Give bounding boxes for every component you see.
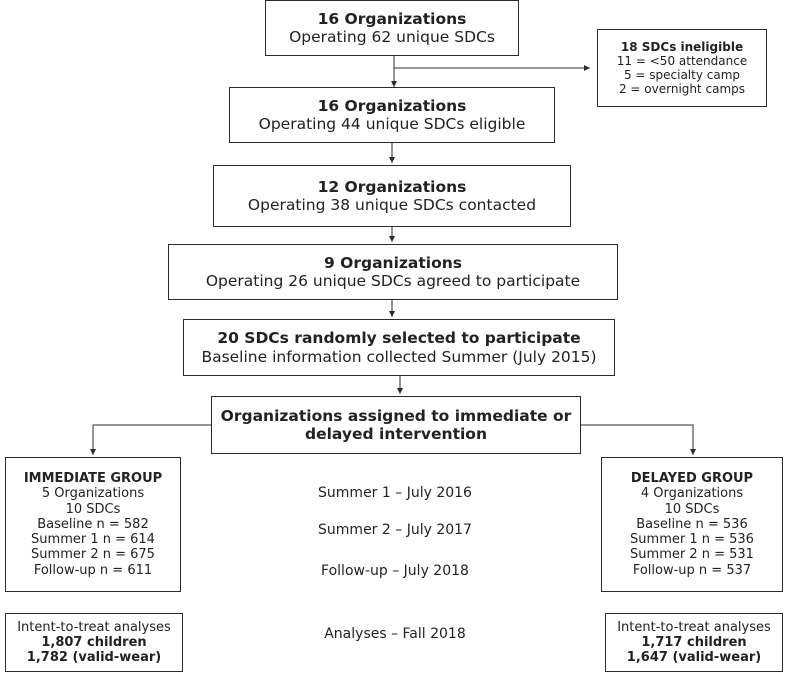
step2-subtitle: Operating 44 unique SDCs eligible — [258, 115, 526, 133]
step5-subtitle: Baseline information collected Summer (July 2015) — [201, 347, 597, 366]
step4-box — [168, 244, 618, 300]
immediate-group-line: Follow-up n = 611 — [33, 562, 153, 578]
delayed-analysis-box — [605, 613, 783, 672]
immediate-analysis-children: 1,807 children — [41, 634, 147, 650]
delayed-analysis-valid: 1,647 (valid-wear) — [626, 650, 762, 666]
immediate-group-line: 5 Organizations — [41, 486, 145, 502]
ineligible-line: 5 = specialty camp — [623, 68, 741, 82]
immediate-group-line: Summer 2 n = 675 — [31, 547, 155, 563]
arrow-to-immediate — [93, 425, 211, 455]
delayed-group-title: DELAYED GROUP — [630, 470, 754, 486]
delayed-group-line: 4 Organizations — [640, 486, 744, 502]
step2-box — [229, 87, 555, 143]
immediate-group-box — [5, 457, 181, 592]
immediate-group-line: 10 SDCs — [65, 501, 121, 517]
timeline-analyses: Analyses – Fall 2018 — [324, 626, 466, 642]
ineligible-title: 18 SDCs ineligible — [620, 39, 744, 54]
immediate-group-line: Summer 1 n = 614 — [31, 532, 155, 548]
delayed-group-line: Summer 1 n = 536 — [630, 532, 754, 548]
timeline-followup: Follow-up – July 2018 — [321, 563, 469, 579]
step3-subtitle: Operating 38 unique SDCs contacted — [247, 196, 537, 214]
timeline-summer2: Summer 2 – July 2017 — [318, 522, 472, 538]
delayed-group-line: Summer 2 n = 531 — [630, 547, 754, 563]
step5-title: 20 SDCs randomly selected to participate — [217, 329, 581, 348]
delayed-group-line: Baseline n = 536 — [636, 516, 748, 532]
immediate-group-title: IMMEDIATE GROUP — [23, 470, 163, 486]
assign-line-1: Organizations assigned to immediate or — [220, 406, 572, 425]
immediate-group-line: Baseline n = 582 — [37, 516, 149, 532]
arrow-to-delayed — [581, 425, 693, 455]
delayed-group-box — [601, 457, 783, 592]
step1-title: 16 Organizations — [317, 9, 467, 28]
ineligible-line: 2 = overnight camps — [618, 82, 746, 97]
immediate-analysis-box — [5, 613, 183, 672]
step4-subtitle: Operating 26 unique SDCs agreed to participate — [205, 272, 581, 290]
delayed-analysis-children: 1,717 children — [641, 634, 747, 650]
step5-box — [183, 319, 615, 376]
step2-title: 16 Organizations — [317, 96, 467, 115]
step3-title: 12 Organizations — [317, 177, 467, 196]
step1-box — [265, 0, 519, 56]
ineligible-box — [597, 29, 767, 107]
timeline-summer1: Summer 1 – July 2016 — [318, 485, 472, 501]
immediate-analysis-valid: 1,782 (valid-wear) — [26, 650, 162, 666]
delayed-group-line: Follow-up n = 537 — [632, 562, 752, 578]
step4-title: 9 Organizations — [323, 253, 463, 272]
step1-subtitle: Operating 62 unique SDCs — [289, 28, 495, 46]
assign-box — [211, 396, 581, 454]
step3-box — [213, 165, 571, 227]
immediate-analysis-title: Intent-to-treat analyses — [17, 619, 171, 635]
delayed-analysis-title: Intent-to-treat analyses — [617, 619, 771, 635]
assign-line-2: delayed intervention — [305, 425, 487, 443]
delayed-group-line: 10 SDCs — [664, 501, 720, 517]
ineligible-line: 11 = <50 attendance — [616, 53, 748, 68]
